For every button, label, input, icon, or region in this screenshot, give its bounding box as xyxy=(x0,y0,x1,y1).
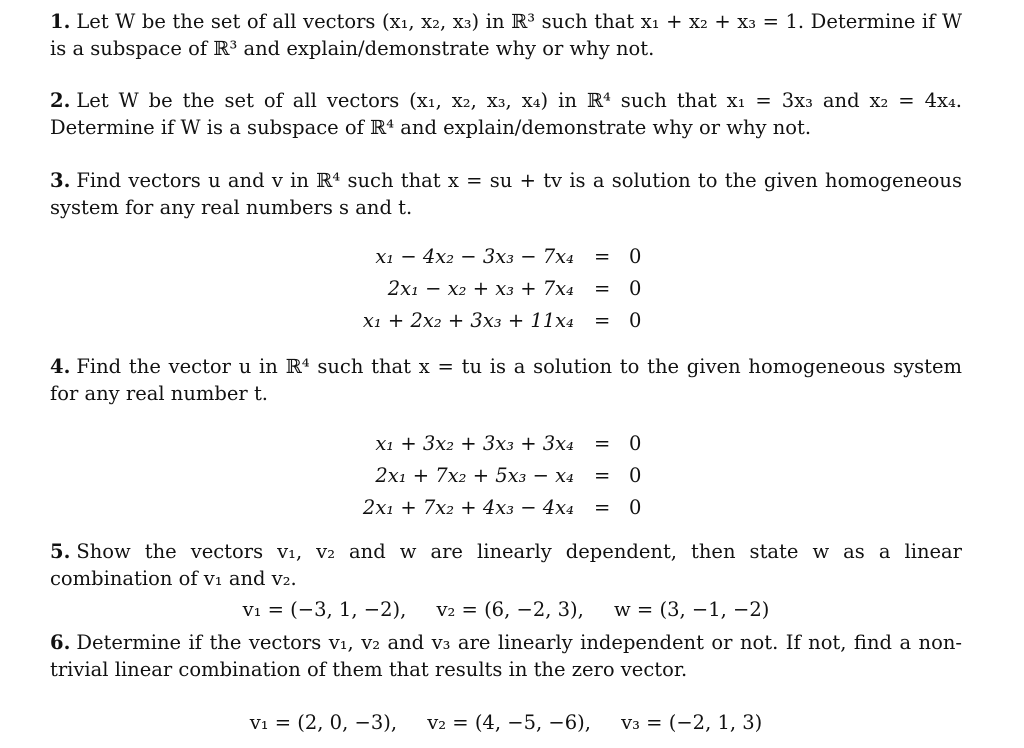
equals-sign: = xyxy=(594,245,611,268)
vector-list xyxy=(50,711,962,734)
problem-number: 6. xyxy=(50,631,71,654)
vector-v2: v₂ = (6, −2, 3), xyxy=(436,598,584,621)
equation-row xyxy=(50,245,962,275)
problem-statement: Show the vectors v₁, v₂ and w are linearly dependent, then state w as a linear combination of v₁ and v₂. xyxy=(50,540,962,590)
equals-sign: = xyxy=(594,277,611,300)
equation-lhs: 2x₁ + 7x₂ + 5x₃ − x₄ xyxy=(375,464,574,487)
problem-number: 2. xyxy=(50,89,71,112)
equals-sign: = xyxy=(594,464,611,487)
problem-number: 1. xyxy=(50,10,71,33)
equation-row xyxy=(50,464,962,494)
equals-sign: = xyxy=(594,309,611,332)
vector-v2: v₂ = (4, −5, −6), xyxy=(427,711,591,734)
equation-rhs: 0 xyxy=(629,277,642,300)
vector-list xyxy=(50,598,962,621)
problem-statement: Let W be the set of all vectors (x₁, x₂, x₃) in ℝ³ such that x₁ + x₂ + x₃ = 1. Determine if W is a subspace of ℝ³ and explain/demonstrate why or why not. xyxy=(50,10,962,60)
problem-2 xyxy=(50,87,962,141)
equals-sign: = xyxy=(594,496,611,519)
equation-row xyxy=(50,496,962,526)
problem-3 xyxy=(50,167,962,332)
equation-rhs: 0 xyxy=(629,309,642,332)
problem-4 xyxy=(50,353,962,519)
equation-rhs: 0 xyxy=(629,464,642,487)
equation-lhs: 2x₁ + 7x₂ + 4x₃ − 4x₄ xyxy=(362,496,574,519)
equation-row xyxy=(50,432,962,462)
equals-sign: = xyxy=(594,432,611,455)
problem-statement: Find the vector u in ℝ⁴ such that x = tu is a solution to the given homogeneous system for any real number t. xyxy=(50,355,962,405)
problem-statement: Find vectors u and v in ℝ⁴ such that x = su + tv is a solution to the given homogeneous system for any real numbers s and t. xyxy=(50,169,962,219)
equation-lhs: x₁ − 4x₂ − 3x₃ − 7x₄ xyxy=(375,245,574,268)
problem-number: 5. xyxy=(50,540,71,563)
equation-lhs: x₁ + 3x₂ + 3x₃ + 3x₄ xyxy=(375,432,574,455)
problem-6 xyxy=(50,629,962,734)
equation-rhs: 0 xyxy=(629,496,642,519)
problem-number: 4. xyxy=(50,355,71,378)
equation-rhs: 0 xyxy=(629,245,642,268)
equation-row xyxy=(50,277,962,307)
problem-1 xyxy=(50,8,962,62)
equation-rhs: 0 xyxy=(629,432,642,455)
equation-lhs: 2x₁ − x₂ + x₃ + 7x₄ xyxy=(387,277,574,300)
vector-v3: v₃ = (−2, 1, 3) xyxy=(621,711,763,734)
vector-w: w = (3, −1, −2) xyxy=(614,598,770,621)
problem-statement: Let W be the set of all vectors (x₁, x₂, x₃, x₄) in ℝ⁴ such that x₁ = 3x₃ and x₂ = 4x₄. Determine if W is a subspace of ℝ⁴ and explain/demonstrate why or why not. xyxy=(50,89,962,139)
vector-v1: v₁ = (−3, 1, −2), xyxy=(242,598,407,621)
vector-v1: v₁ = (2, 0, −3), xyxy=(249,711,398,734)
equation-row xyxy=(50,309,962,339)
problem-5 xyxy=(50,538,962,621)
equation-lhs: x₁ + 2x₂ + 3x₃ + 11x₄ xyxy=(362,309,574,332)
problem-statement: Determine if the vectors v₁, v₂ and v₃ are linearly independent or not. If not, find a non-trivial linear combination of them that results in the zero vector. xyxy=(50,631,962,681)
problem-number: 3. xyxy=(50,169,71,192)
